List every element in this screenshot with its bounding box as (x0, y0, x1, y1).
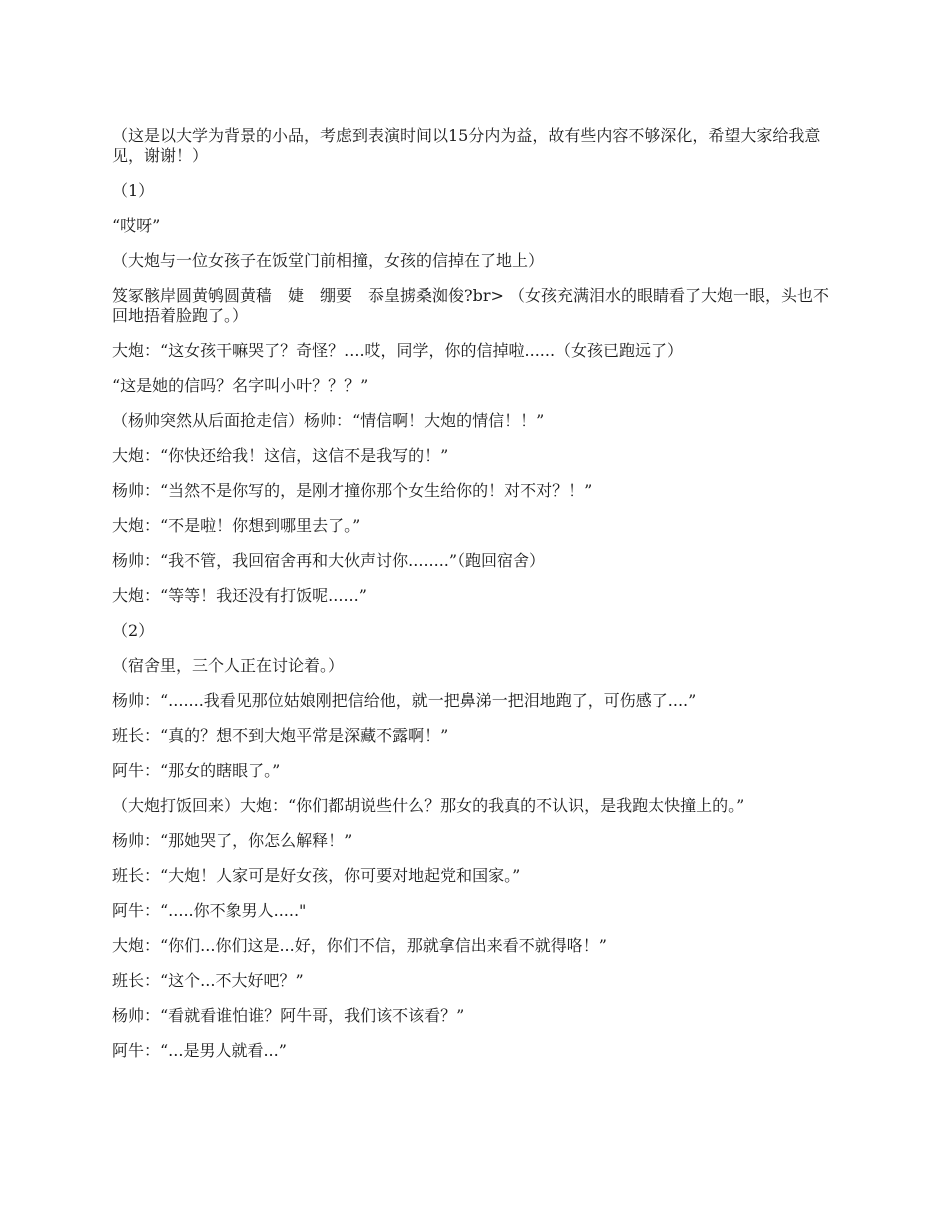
dialogue-line: 班长：“大炮！人家可是好女孩，你可要对地起党和国家。” (112, 866, 521, 885)
dialogue-line: 阿牛：“.....你不象男人....." (112, 901, 307, 920)
dialogue-line: 杨帅：“当然不是你写的，是刚才撞你那个女生给你的！对不对？！” (112, 481, 593, 500)
dialogue-line: 阿牛：“那女的瞎眼了。” (112, 761, 281, 780)
dialogue-line: 杨帅：“我不管，我回宿舍再和大伙声讨你........”（跑回宿舍） (112, 551, 546, 570)
dialogue-line: 杨帅：“那她哭了，你怎么解释！” (112, 831, 353, 850)
paragraph: 笈冢骸岸圆黄鸲圆黄穑 婕 绷要 忝皇掳桑洳俊?br> （女孩充满泪水的眼睛看了大炮一眼，头也不回地捂着脸跑了。） (112, 286, 829, 325)
stage-direction: （大炮与一位女孩子在饭堂门前相撞，女孩的信掉在了地上） (112, 251, 545, 270)
dialogue-line: （大炮打饭回来）大炮：“你们都胡说些什么？那女的我真的不认识，是我跑太快撞上的。” (112, 796, 745, 815)
scene-heading-2: （2） (112, 621, 155, 640)
document-body (112, 126, 834, 1076)
dialogue-line: 大炮：“这女孩干嘛哭了？奇怪？....哎，同学，你的信掉啦......（女孩已跑远了） (112, 341, 684, 360)
dialogue-line: 大炮：“你快还给我！这信，这信不是我写的！” (112, 446, 449, 465)
dialogue-line: 班长：“真的？想不到大炮平常是深藏不露啊！” (112, 726, 449, 745)
dialogue-line: 大炮：“不是啦！你想到哪里去了。” (112, 516, 361, 535)
scene-heading-1: （1） (112, 181, 155, 200)
intro-note: （这是以大学为背景的小品，考虑到表演时间以15分内为益，故有些内容不够深化，希望大家给我意见，谢谢！） (112, 126, 821, 165)
dialogue-line: 杨帅：“看就看谁怕谁？阿牛哥，我们该不该看？” (112, 1006, 465, 1025)
paragraph: “哎呀” (112, 216, 161, 235)
dialogue-line: 大炮：“等等！我还没有打饭呢......” (112, 586, 367, 605)
dialogue-line: 杨帅：“.......我看见那位姑娘刚把信给他，就一把鼻涕一把泪地跑了，可伤感了....” (112, 691, 697, 710)
stage-direction: （宿舍里，三个人正在讨论着。） (112, 656, 345, 675)
dialogue-line: 阿牛：“...是男人就看...” (112, 1041, 287, 1060)
dialogue-line: 班长：“这个...不大好吧？” (112, 971, 304, 990)
dialogue-line: （杨帅突然从后面抢走信）杨帅：“情信啊！大炮的情信！！” (112, 411, 545, 430)
dialogue-line: “这是她的信吗？名字叫小叶？？？” (112, 376, 369, 395)
dialogue-line: 大炮：“你们...你们这是...好，你们不信，那就拿信出来看不就得咯！” (112, 936, 607, 955)
